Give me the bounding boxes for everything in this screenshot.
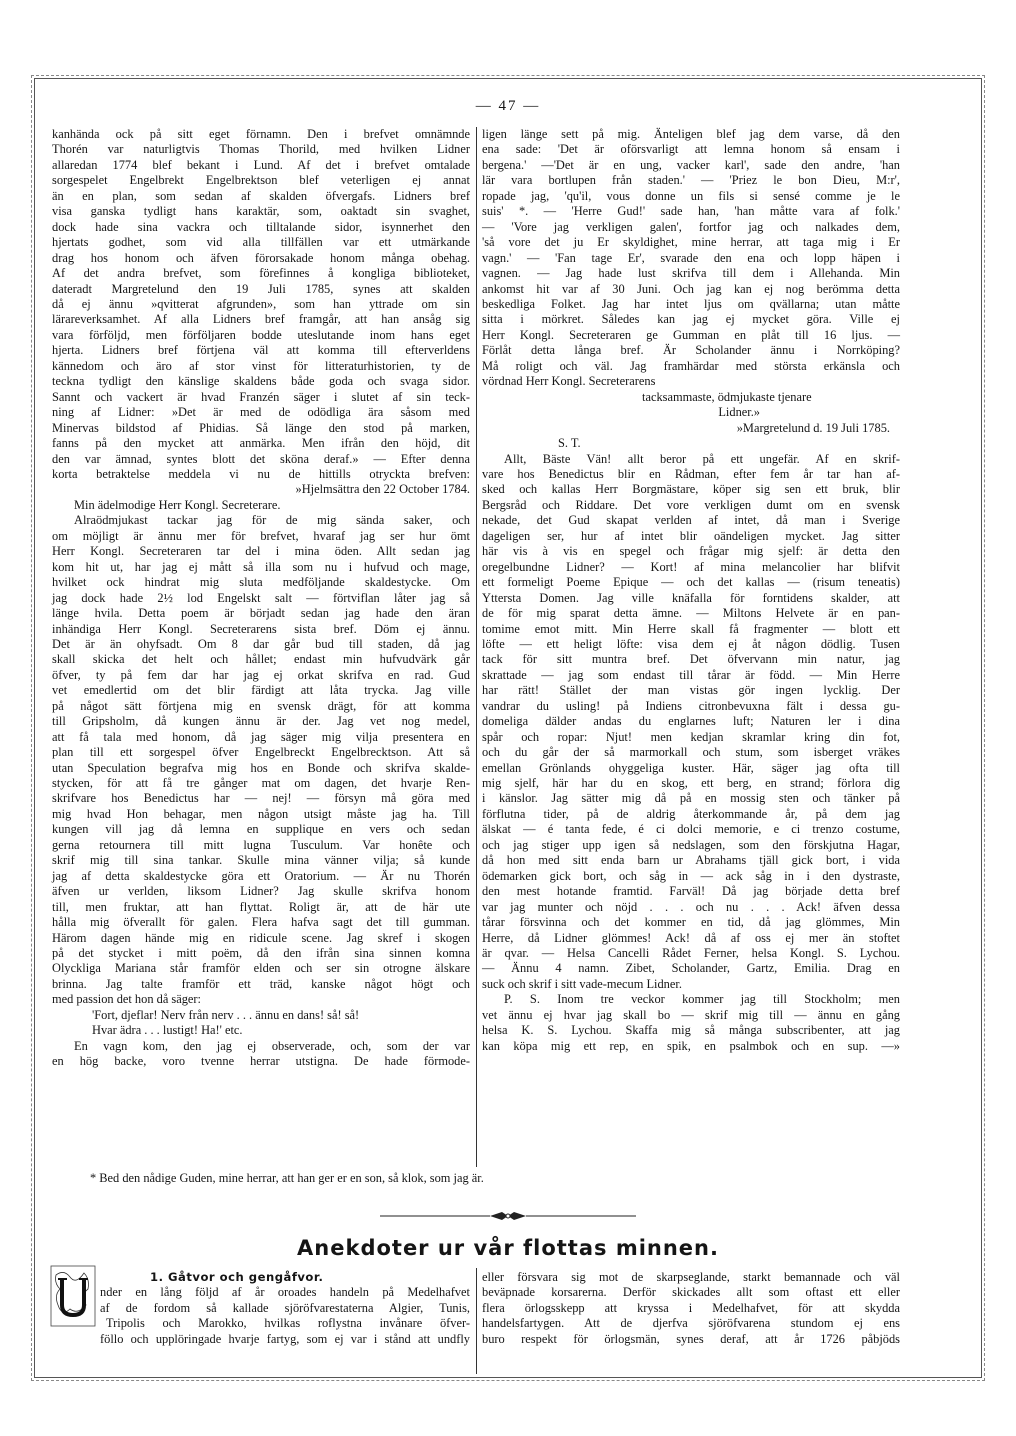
text-line: »Hjelmsättra den 22 October 1784. xyxy=(295,482,470,497)
text-line: vare hos Benedictus blir en Rådman, efter fem år tar han af- xyxy=(482,466,900,481)
text-line: spår och ropar: Njut! men kedjan skramlar kring din fot, xyxy=(482,729,900,744)
text-line: — 'Vore jag verkligen galen', fortfor jag och nalkades dem, xyxy=(482,219,900,234)
text-line: öfver, ty på fem dar har jag ej orkat skrifva en rad. Gud xyxy=(52,667,470,682)
text-line: jag af detta skaldestycke göra ett Oratorium. — Är nu Thorén xyxy=(52,868,470,883)
footnote: * Bed den nådige Guden, mine herrar, att han ger er en son, så klok, som jag är. xyxy=(90,1171,484,1185)
text-line: om möjligt är ännu mer för brefvet, hvaraf jag ser hur ömt xyxy=(52,528,470,543)
text-line: att få tala med honom, då jag säger mig vilja presentera en xyxy=(52,729,470,744)
text-line: utan Speculation begrafva mig hos en Bonde och skrifva skalde- xyxy=(52,760,470,775)
text-line: domeliga dälder andas du englarnes luft; Naturen ler i dina xyxy=(482,714,900,729)
text-line: ligen länge sett på mig. Änteligen blef jag dem varse, då den xyxy=(482,127,900,141)
text-line: än en plan, som sedan af skalden öfvergafs. Lidners bref xyxy=(52,188,470,203)
text-line: Yttersta Domen. Jag ville knäfalla för forntidens skalder, att xyxy=(482,590,900,605)
ornamental-initial-u xyxy=(50,1265,96,1327)
text-line: är qvar. — Helsa Cancelli Rådet Ferner, helsa Kongl. S. Lychou. xyxy=(482,946,900,961)
text-line: föllo och upplöringade hvarje fartyg, som ej var i stånd att undfly xyxy=(100,1331,470,1346)
text-line: hjertats godhet, som vid alla tillfällen var ett utmärkande xyxy=(52,235,470,250)
text-line: skall skicka det helt och hållet; endast min hufvudvärk går xyxy=(52,652,470,667)
text-line: beskedliga Folket. Jag har intet ljus om qvällarna; utan måtte xyxy=(482,296,900,311)
text-line: vördnad Herr Kongl. Secreterarens xyxy=(482,374,656,389)
text-line: ning af Lidner: »Det är med de odödliga ära såsom med xyxy=(52,405,470,420)
text-line: till, men fruktar, att han flyttat. Roligt är, att de här ute xyxy=(52,899,470,914)
text-line: Må roligt och väl. Jag framhärdar med största erkänsla och xyxy=(482,358,900,373)
text-line: Sannt och vackert är hvad Franzén säger i slutet af sin teck- xyxy=(52,389,470,404)
text-line: kom hit ut, har jag ej mått så illa som nu i hufvud och mage, xyxy=(52,559,470,574)
text-line: hålla mig öfverallt för galen. Flera hafva sagt det till gumman. xyxy=(52,915,470,930)
text-line: hvilket ock hindrat mig sluta medföljande skaldestycke. Om xyxy=(52,575,470,590)
text-line: en hög backe, voro tvenne herrar utstigna. De hade förmode- xyxy=(52,1054,470,1069)
column-right xyxy=(482,127,900,1054)
text-line: länge hvila. Detta poem är börjadt sedan jag hade den äran xyxy=(52,606,470,621)
column-left xyxy=(52,127,470,1070)
text-line: ödemarken gick bort, och såg in — ack såg in i den dystraste, xyxy=(482,868,900,883)
text-line: löfte — ett heligt löfte: visa dem ej åt någon dödlig. Tusen xyxy=(482,636,900,651)
text-line: Bergsråd och Riddare. Det vore verkligen dumt om en svensk xyxy=(482,497,900,512)
text-line: Lidner.» xyxy=(718,405,760,420)
text-line: allaredan 1774 blef bekant i Lund. Af det i brefvet omtalade xyxy=(52,157,470,172)
text-line: ena sade: 'Det är oförsvarligt att lemna honom så ensam i xyxy=(482,142,900,157)
text-line: ropade jag, 'qu'il, vous donne un fils si sensé comme je le xyxy=(482,188,900,203)
text-line: helsa K. S. Lychou. Skaffa mig så många subscribenter, att jag xyxy=(482,1023,900,1038)
subheading: 1. Gåtvor och gengåfvor. xyxy=(150,1270,324,1284)
anecdote-column-right xyxy=(482,1270,900,1347)
text-line: Härom dagen hände mig en ridicule scene. Jag skref i skogen xyxy=(52,930,470,945)
text-line: af de fordom så kallade sjöröfvarestaterna Algier, Tunis, xyxy=(100,1300,470,1315)
text-line: förflutna tider, på de aldrig återkommande år, på dem jag xyxy=(482,806,900,821)
page-number: — 47 — xyxy=(475,98,541,114)
text-line: vet ännu ej hvar jag skall bo — skrif mig till — ännu en gång xyxy=(482,1007,900,1022)
text-line: vara förföljd, men förföljaren bodde uteslutande inom hans eget xyxy=(52,327,470,342)
text-line: de för mig sparat detta ämne. — Miltons Helvete är en pan- xyxy=(482,606,900,621)
text-line: vagnen. — Jag hade lust skrifva till dem i Allehanda. Min xyxy=(482,266,900,281)
text-line: plan till ett sorgespel öfver Engelbreckt Engelbrecktson. Att så xyxy=(52,745,470,760)
text-line: och jag stiger upp igen så nedslagen, som den förskjutna Hagar, xyxy=(482,837,900,852)
text-line: och du går der så marmorkall och stum, som isberget vräkes xyxy=(482,745,900,760)
text-line: skrifvare hos Benedictus har — nej! — försyn må göra med xyxy=(52,791,470,806)
text-line: mig hvad Hon behagar, men någon utsigt måste jag ha. Till xyxy=(52,806,470,821)
text-line: kan köpa mig ett rep, en spik, en psalmbok och en sup. —» xyxy=(482,1038,900,1053)
ornament-divider xyxy=(380,1211,636,1221)
text-line: dateradt Margretelund den 19 Juli 1785, synes att skalden xyxy=(52,281,470,296)
text-line: En vagn kom, den jag ej observerade, och, som der var xyxy=(74,1038,470,1053)
text-line: drag hos honom och äfven förorsakade honom många obehag. xyxy=(52,250,470,265)
text-line: äfven ur verlden, liksom Lidner? Jag skulle skrifva honom xyxy=(52,884,470,899)
text-line: kanhända ock på sitt eget förnamn. Den i brefvet omnämnde xyxy=(52,127,470,141)
text-line: inhändiga Herr Kongl. Secreterarens sista bref. Döm ej ännu. xyxy=(52,621,470,636)
text-line: den var ämnad, syntes blott det sköna deraf.» — Efter denna xyxy=(52,451,470,466)
text-line: Tripolis och Marokko, hvilkas roflystna invånare öfver- xyxy=(106,1316,470,1331)
text-line: sorgespelet Engelbrekt Engelbrektson blef veterligen ej annat xyxy=(52,173,470,188)
text-line: med passion det hon då säger: xyxy=(52,992,201,1007)
text-line: tacksammaste, ödmjukaste tjenare xyxy=(642,389,812,404)
text-line: Thorén var naturligtvis Thomas Thorild, med hvilken Lidner xyxy=(52,142,470,157)
text-line: ankomst hit var af 30 Juni. Och jag kan ej nog berömma detta xyxy=(482,281,900,296)
text-line: visa ganska tydligt hans karaktär, som, oaktadt sin svaghet, xyxy=(52,204,470,219)
text-line: suis' *. — 'Herre Gud!' sade han, 'han måtte vara af folk.' xyxy=(482,204,900,219)
text-line: då ej ännu »qvitterat afgrunden», som han yttrade om sin xyxy=(52,296,470,311)
text-line: kännedom och äro af stor vinst för litteraturhistorien, ty de xyxy=(52,358,470,373)
text-line: Af det andra brefvet, som förefinnes å kongliga biblioteket, xyxy=(52,266,470,281)
text-line: fanns på den mycket att anmärka. Men ifrån den höjd, dit xyxy=(52,436,470,451)
text-line: kungen vill jag då lemna en supplique en vers och sedan xyxy=(52,822,470,837)
text-line: dageligen ser, hur af intet blir oändeligen mycket. Jag sitter xyxy=(482,528,900,543)
anecdote-column-left xyxy=(100,1270,470,1347)
column-divider-lower xyxy=(476,1268,477,1374)
column-divider xyxy=(476,127,477,1167)
text-line: oregelbundne Lidner? — Kort! af mina melancolier har blifvit xyxy=(482,559,900,574)
text-line: här vis à vis en spegel och frågar mig sjelf: är detta den xyxy=(482,544,900,559)
text-line: 'Fort, djeflar! Nerv från nerv . . . ännu en dans! så! så! xyxy=(92,1007,360,1022)
text-line: sked och kallas Herr Borgmästare, köper sig sen ett bruk, blir xyxy=(482,482,900,497)
text-line: stycken, för att få tre gånger mat om dagen, det hvarje Ren- xyxy=(52,776,470,791)
text-line: till Gripsholm, då kungen ännu är der. Jag vet nog medel, xyxy=(52,714,470,729)
text-line: på något sätt förtjena mig en svensk drägt, för att komma xyxy=(52,698,470,713)
text-line: — Ännu 4 namn. Zibet, Scholander, Gartz, Emilia. Drag en xyxy=(482,961,900,976)
text-line: mig sjelf, här har du en skog, ett berg, en strand; förlora dig xyxy=(482,776,900,791)
text-line: eller försvara sig mot de skarpseglande, starkt bemannade och väl xyxy=(482,1270,900,1284)
text-line: vandrar du usling! på Indiens citronbevuxna fält i dessa gu- xyxy=(482,698,900,713)
text-line: handelsfartygen. Att de djerfva sjöröfvarena stundom ej ens xyxy=(482,1316,900,1331)
text-line: Alraödmjukast tackar jag för de mig sända saker, och xyxy=(74,513,470,528)
text-line: nekade, det Gud skapat verlden af intet, då man i Sverige xyxy=(482,513,900,528)
text-line: jag dock hade 2½ lod Engelskt salt — förtviflan låter jag så xyxy=(52,590,470,605)
text-line: »Margretelund d. 19 Juli 1785. xyxy=(736,420,890,435)
text-line: har rätt! Stället der man vistas gör ingen lycklig. Der xyxy=(482,683,900,698)
text-line: lär vara bortlupen från staden.' — 'Priez le bon Dieu, M:r', xyxy=(482,173,900,188)
text-line: Förlåt detta långa bref. Är Scholander ännu i Norrköping? xyxy=(482,343,900,358)
text-line: 'så vore det ju Er skyldighet, mine herrar, att taga mig i Er xyxy=(482,235,900,250)
text-line: gerna retournera till mitt lugna Tusculum. Var honête och xyxy=(52,837,470,852)
text-line: Hvar ädra . . . lustigt! Ha!' etc. xyxy=(92,1023,243,1038)
text-line: suck och skrif i sitt vade-mecum Lidner. xyxy=(482,976,682,991)
text-line: tårar försvinna och det kommer en tid, då jag glömmes, Min xyxy=(482,915,900,930)
text-line: Min ädelmodige Herr Kongl. Secreterare. xyxy=(74,497,281,512)
text-line: beväpnade korsarerna. Derför skickades allt som oftast ett eller xyxy=(482,1285,900,1300)
text-line: S. T. xyxy=(558,436,581,451)
text-line: i känslor. Jag sätter mig då på en mossig sten och tänker på xyxy=(482,791,900,806)
text-line: hjerta. Lidners bref förtjena väl att komma till efterverldens xyxy=(52,343,470,358)
text-line: Herr Kongl. Secreteraren tar del i mina öden. Allt sedan jag xyxy=(52,544,470,559)
section-title: Anekdoter ur vår flottas minnen. xyxy=(297,1236,719,1260)
text-line: den mest hotande framtid. Farväl! Då jag började detta bref xyxy=(482,884,900,899)
text-line: sitta i mörkret. Således kan jag ej mycket göra. Ville ej xyxy=(482,312,900,327)
text-line: lärareverksamhet. Af alla Lidners bref framgår, att han ansåg sig xyxy=(52,312,470,327)
text-line: var jag munter och nöjd . . . och nu . . . Ack! äfven dessa xyxy=(482,899,900,914)
text-line: Herr Kongl. Secreteraren ge Gumman en plåt till 16 ljus. — xyxy=(482,327,900,342)
text-line: brinna. Jag talte framför ett träd, kanske något högt och xyxy=(52,976,470,991)
text-line: Herre, då Lidner glömmes! Ack! då af oss ej mer än stoftet xyxy=(482,930,900,945)
text-line: vagn.' — 'Fan tage Er', svarade den ena och lopp häpen i xyxy=(482,250,900,265)
text-line: Allt, Bäste Vän! allt beror på ett ungefär. Af en skrif- xyxy=(504,451,900,466)
text-line: Minervas bildstod af Phidias. Så länge den stod på marken, xyxy=(52,420,470,435)
text-line: teckna tydligt den känslige skaldens både goda och svaga sidor. xyxy=(52,374,470,389)
text-line: buro respekt för örlogsmän, synes deraf, att år 1726 påbjöds xyxy=(482,1331,900,1346)
text-line: tomime emot mitt. Min Herre skall få fragmenter — blott ett xyxy=(482,621,900,636)
text-line: flera örlogsskepp att kryssa i Medelhafvet, för att skydda xyxy=(482,1300,900,1315)
text-line: dock hade sina vackra och tilltalande sidor, isynnerhet den xyxy=(52,219,470,234)
text-line: skrif mig till sina tankar. Skulle mina vänner vilja; så kunde xyxy=(52,853,470,868)
text-line: Olyckliga Mariana står framför elden och ser sin otrogne älskare xyxy=(52,961,470,976)
text-line: på det stycket i mitt poëm, då den ifrån sina sinnen komna xyxy=(52,946,470,961)
text-line: ett formeligt Poeme Epique — och det kallas — (risum teneatis) xyxy=(482,575,900,590)
text-line: vet emedlertid om det blir färdigt att låta trycka. Jag ville xyxy=(52,683,470,698)
text-line: nder en lång följd af år oroades handeln på Medelhafvet xyxy=(100,1285,470,1300)
text-line: emellan Grönlands ohyggeliga kuster. Här, säger jag ofta till xyxy=(482,760,900,775)
text-line: korta betraktelse meddela vi nu de hittills otryckta brefven: xyxy=(52,466,470,481)
text-line: då hon med sitt enda barn ur Abrahams tjäll gick bort, i vida xyxy=(482,853,900,868)
text-line: tack för sitt muntra bref. Det öfvervann min natur, jag xyxy=(482,652,900,667)
text-line: skrattade — jag som endast till tårar är född. — Min Herre xyxy=(482,667,900,682)
text-line: Det är än ohyfsadt. Om 8 dar går bud till staden, då jag xyxy=(52,636,470,651)
text-line: älskat — é tanta fede, é ci dolci memorie, e ci trenzo costume, xyxy=(482,822,900,837)
text-line: P. S. Inom tre veckor kommer jag till Stockholm; men xyxy=(504,992,900,1007)
text-line: bergena.' —'Det är en ung, vacker karl', sade den andre, 'han xyxy=(482,157,900,172)
